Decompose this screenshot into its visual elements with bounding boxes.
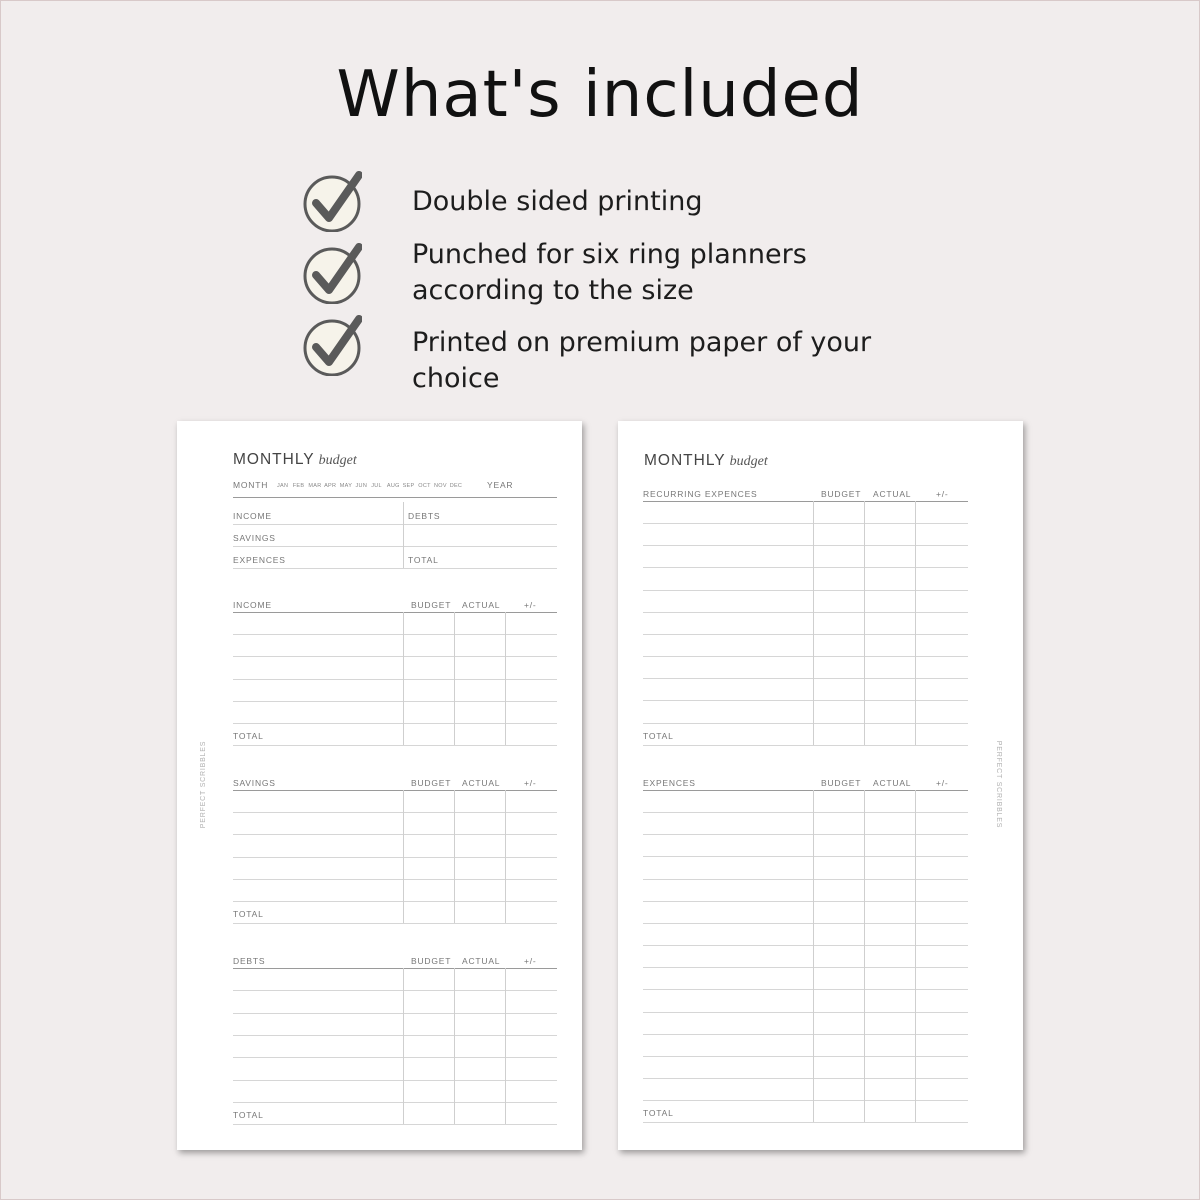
headline: What's included [336, 58, 864, 132]
month-option: APR [324, 483, 337, 489]
table-row-line [643, 1012, 968, 1013]
summary-savings: SAVINGS [233, 533, 276, 543]
table-column-line [813, 501, 814, 745]
table-row-line [233, 812, 557, 813]
page-title-script: budget [729, 454, 768, 469]
table-row-line [643, 545, 968, 546]
table-row-line [643, 834, 968, 835]
month-option: OCT [418, 483, 431, 489]
table-row-line [643, 1078, 968, 1079]
table-row-line [233, 901, 557, 902]
divider [233, 497, 557, 498]
column-header-diff: +/- [524, 600, 537, 610]
page-title-text: MONTHLY [644, 452, 726, 469]
month-option: JUN [355, 483, 368, 489]
table-total-label: TOTAL [233, 1110, 264, 1121]
check-circle-icon [302, 242, 362, 304]
table-row-line [643, 678, 968, 679]
column-header-budget: BUDGET [411, 956, 452, 966]
table-total-label: TOTAL [643, 730, 674, 741]
divider [233, 546, 557, 547]
month-option: FEB [292, 483, 305, 489]
table-row-line [233, 745, 557, 746]
table-column-line [454, 968, 455, 1124]
table-column-line [813, 790, 814, 1122]
table-column-line [505, 612, 506, 745]
table-header-rule [233, 612, 557, 613]
table-row-line [643, 1122, 968, 1123]
table-row-line [233, 1013, 557, 1014]
column-header-actual: ACTUAL [873, 778, 912, 788]
table-header-rule [643, 790, 968, 791]
divider [403, 502, 404, 568]
table-column-line [864, 501, 865, 745]
page-title [644, 452, 768, 470]
table-row-line [643, 989, 968, 990]
table-column-line [915, 790, 916, 1122]
table-column-line [915, 501, 916, 745]
feature-text: Printed on premium paper of your choice [412, 327, 872, 394]
brand-mark: PERFECT SCRIBBLES [200, 740, 208, 829]
table-row-line [643, 1034, 968, 1035]
table-row-line [643, 567, 968, 568]
section-header: SAVINGS [233, 778, 276, 788]
column-header-actual: ACTUAL [462, 778, 501, 788]
table-column-line [454, 790, 455, 923]
table-row-line [233, 656, 557, 657]
table-row-line [643, 1100, 968, 1101]
table-row-line [643, 879, 968, 880]
table-row-line [233, 879, 557, 880]
table-total-label: TOTAL [233, 909, 264, 920]
divider [233, 568, 557, 569]
left-planner-page [177, 421, 582, 1150]
table-row-line [643, 523, 968, 524]
table-row-line [233, 1035, 557, 1036]
table-row-line [233, 1102, 557, 1103]
table-total-label: TOTAL [643, 1108, 674, 1119]
month-option: MAR [308, 483, 322, 489]
table-header-rule [233, 790, 557, 791]
divider [233, 524, 557, 525]
table-row-line [643, 745, 968, 746]
table-row-line [643, 634, 968, 635]
summary-income: INCOME [233, 511, 272, 521]
table-column-line [454, 612, 455, 745]
table-row-line [643, 612, 968, 613]
table-column-line [403, 612, 404, 745]
table-row-line [643, 923, 968, 924]
section-header: EXPENCES [643, 778, 696, 788]
table-row-line [643, 967, 968, 968]
table-header-rule [233, 968, 557, 969]
table-column-line [505, 790, 506, 923]
column-header-budget: BUDGET [821, 489, 862, 499]
summary-expences: EXPENCES [233, 555, 286, 565]
summary-total: TOTAL [408, 555, 439, 565]
page-title-text: MONTHLY [233, 451, 315, 468]
check-circle-icon [302, 314, 362, 376]
column-header-actual: ACTUAL [873, 489, 912, 499]
table-row-line [233, 1080, 557, 1081]
feature-text: Punched for six ring planners according to the size [412, 239, 807, 306]
column-header-diff: +/- [524, 956, 537, 966]
table-row-line [233, 723, 557, 724]
section-header: DEBTS [233, 956, 266, 966]
month-option: JUL [371, 483, 382, 489]
column-header-budget: BUDGET [411, 600, 452, 610]
right-planner-page [618, 421, 1023, 1150]
page-title [233, 451, 357, 469]
table-row-line [233, 679, 557, 680]
brand-mark: PERFECT SCRIBBLES [995, 740, 1003, 829]
month-option: AUG [386, 483, 400, 489]
table-row-line [233, 634, 557, 635]
table-total-label: TOTAL [233, 731, 264, 742]
month-option: JAN [277, 483, 289, 489]
table-row-line [233, 1057, 557, 1058]
check-circle-icon [302, 170, 362, 232]
month-option: DEC [449, 483, 463, 489]
table-row-line [643, 945, 968, 946]
section-header: RECURRING EXPENCES [643, 489, 758, 499]
table-row-line [643, 656, 968, 657]
month-option: MAY [339, 483, 353, 489]
table-column-line [864, 790, 865, 1122]
page-title-script: budget [318, 453, 357, 468]
table-column-line [505, 968, 506, 1124]
year-label: YEAR [487, 480, 514, 490]
column-header-budget: BUDGET [821, 778, 862, 788]
table-header-rule [643, 501, 968, 502]
column-header-diff: +/- [936, 489, 949, 499]
table-row-line [643, 700, 968, 701]
column-header-actual: ACTUAL [462, 600, 501, 610]
table-row-line [643, 856, 968, 857]
section-header: INCOME [233, 600, 272, 610]
table-row-line [643, 723, 968, 724]
table-row-line [233, 990, 557, 991]
month-label: MONTH [233, 480, 269, 490]
column-header-diff: +/- [524, 778, 537, 788]
column-header-actual: ACTUAL [462, 956, 501, 966]
table-row-line [233, 834, 557, 835]
column-header-diff: +/- [936, 778, 949, 788]
month-option: SEP [402, 483, 415, 489]
table-row-line [233, 701, 557, 702]
table-row-line [643, 1056, 968, 1057]
table-row-line [233, 857, 557, 858]
table-column-line [403, 968, 404, 1124]
month-option: NOV [434, 483, 447, 489]
table-column-line [403, 790, 404, 923]
table-row-line [643, 812, 968, 813]
table-row-line [233, 1124, 557, 1125]
table-row-line [643, 901, 968, 902]
table-row-line [643, 590, 968, 591]
table-row-line [233, 923, 557, 924]
feature-text: Double sided printing [412, 186, 703, 217]
column-header-budget: BUDGET [411, 778, 452, 788]
summary-debts: DEBTS [408, 511, 441, 521]
